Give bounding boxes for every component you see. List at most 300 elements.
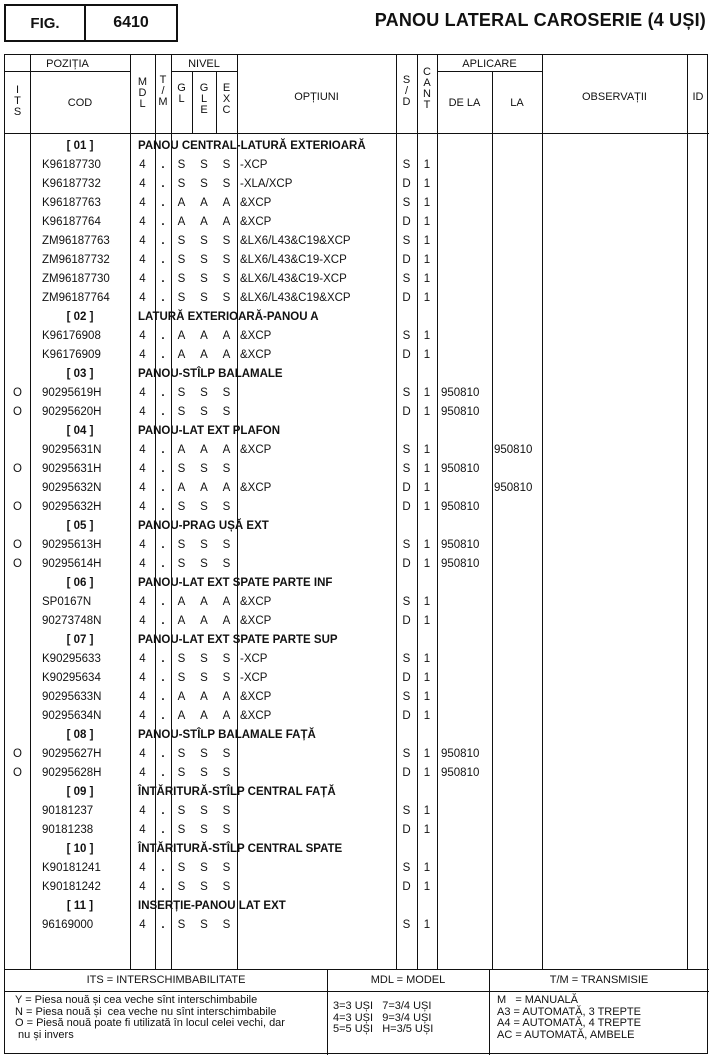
section-number: [ 02 ] xyxy=(66,311,94,323)
level-gle: A xyxy=(200,596,208,608)
applies-from: 950810 xyxy=(441,748,480,760)
tm-value: . xyxy=(161,254,165,266)
side-value: S xyxy=(402,805,411,817)
level-gl: A xyxy=(177,615,186,627)
tm-value: . xyxy=(161,615,165,627)
option-code: -XCP xyxy=(240,159,268,171)
row-rule xyxy=(5,969,709,970)
level-gl: A xyxy=(177,444,186,456)
quantity: 1 xyxy=(423,653,431,665)
its-value: O xyxy=(13,501,22,513)
tm-value: . xyxy=(161,235,165,247)
applies-from xyxy=(441,213,492,232)
option-code: &XCP xyxy=(240,596,272,608)
quantity: 1 xyxy=(423,862,431,874)
its-value: O xyxy=(13,406,22,418)
part-code: ZM96187763 xyxy=(42,235,110,247)
side-value: S xyxy=(402,273,411,285)
part-code: 90295614H xyxy=(42,558,102,570)
header-sd: S / D xyxy=(402,74,411,108)
part-code: 90295613H xyxy=(42,539,102,551)
its-value xyxy=(5,251,30,270)
level-exc: S xyxy=(222,273,231,285)
applies-from xyxy=(441,916,492,935)
fig-number: 6410 xyxy=(113,14,149,31)
level-exc: A xyxy=(222,197,231,209)
header-aplicare: APLICARE xyxy=(462,58,517,70)
level-exc: S xyxy=(222,558,231,570)
legend-mdl-text: 3=3 UȘI 7=3/4 UȘI 4=3 UȘI 9=3/4 UȘI 5=5 UȘI H=3/5 UȘI xyxy=(333,1000,434,1035)
applies-to xyxy=(494,593,542,612)
side-value: S xyxy=(402,159,411,171)
level-gle: S xyxy=(200,748,208,760)
option-code xyxy=(240,536,396,555)
part-code: 90295634N xyxy=(42,710,102,722)
part-code: 90295628H xyxy=(42,767,102,779)
side-value: D xyxy=(402,178,411,190)
tm-value: . xyxy=(161,501,165,513)
tm-value: . xyxy=(161,672,165,684)
option-code: &XCP xyxy=(240,197,272,209)
mdl-value: 4 xyxy=(139,748,146,760)
level-exc: S xyxy=(222,501,231,513)
quantity: 1 xyxy=(423,273,431,285)
header-its: I T S xyxy=(13,84,22,118)
mdl-value: 4 xyxy=(139,178,146,190)
level-gle: S xyxy=(200,919,208,931)
part-code: 90295632N xyxy=(42,482,102,494)
level-gl: S xyxy=(177,558,186,570)
quantity: 1 xyxy=(423,197,431,209)
its-value xyxy=(5,479,30,498)
level-gle: A xyxy=(200,710,208,722)
tm-value: . xyxy=(161,216,165,228)
applies-to xyxy=(494,213,542,232)
level-gl: S xyxy=(177,501,186,513)
level-exc: S xyxy=(222,672,231,684)
option-code: &LX6/L43&C19-XCP xyxy=(240,273,347,285)
option-code xyxy=(240,859,396,878)
applies-to xyxy=(494,498,542,517)
quantity: 1 xyxy=(423,330,431,342)
its-value xyxy=(5,612,30,631)
level-gl: S xyxy=(177,406,186,418)
header-tm: T / M xyxy=(158,74,168,108)
side-value: S xyxy=(402,463,411,475)
applies-to xyxy=(494,270,542,289)
level-exc: S xyxy=(222,653,231,665)
level-gle: A xyxy=(200,349,208,361)
header-optiuni: OPȚIUNI xyxy=(294,91,339,103)
applies-to xyxy=(494,707,542,726)
mdl-value: 4 xyxy=(139,558,146,570)
quantity: 1 xyxy=(423,463,431,475)
quantity: 1 xyxy=(423,596,431,608)
option-code: &XCP xyxy=(240,691,272,703)
side-value: S xyxy=(402,197,411,209)
applies-to xyxy=(494,536,542,555)
column-rule xyxy=(542,55,543,969)
applies-to xyxy=(494,194,542,213)
mdl-value: 4 xyxy=(139,767,146,779)
quantity: 1 xyxy=(423,881,431,893)
legend-its-text: Y = Piesa nouă și cea veche sînt interschimbabile N = Piesa nouă și cea veche nu sînt interschimbabile O = Piesă nouă poate fi utilizată în locul celei vechi, dar nu și invers xyxy=(15,994,285,1041)
part-code: K90181242 xyxy=(42,881,101,893)
level-exc: S xyxy=(222,767,231,779)
side-value: S xyxy=(402,691,411,703)
level-exc: A xyxy=(222,482,231,494)
option-code xyxy=(240,821,396,840)
applies-from: 950810 xyxy=(441,767,480,779)
level-exc: A xyxy=(222,710,231,722)
its-value xyxy=(5,669,30,688)
its-value xyxy=(5,232,30,251)
row-rule xyxy=(171,71,237,72)
mdl-value: 4 xyxy=(139,615,146,627)
part-code: K96187730 xyxy=(42,159,101,171)
header-nivel: NIVEL xyxy=(188,58,220,70)
side-value: D xyxy=(402,292,411,304)
level-gl: S xyxy=(177,235,186,247)
mdl-value: 4 xyxy=(139,235,146,247)
quantity: 1 xyxy=(423,482,431,494)
tm-value: . xyxy=(161,273,165,285)
applies-to xyxy=(494,232,542,251)
option-code xyxy=(240,802,396,821)
quantity: 1 xyxy=(423,558,431,570)
applies-to xyxy=(494,175,542,194)
its-value xyxy=(5,916,30,935)
mdl-value: 4 xyxy=(139,197,146,209)
mdl-value: 4 xyxy=(139,672,146,684)
level-gl: A xyxy=(177,197,186,209)
header-cant: C A N T xyxy=(423,66,431,111)
fig-box xyxy=(4,4,178,42)
quantity: 1 xyxy=(423,406,431,418)
level-gle: S xyxy=(200,653,208,665)
its-value xyxy=(5,289,30,308)
tm-value: . xyxy=(161,653,165,665)
level-exc: S xyxy=(222,254,231,266)
tm-value: . xyxy=(161,862,165,874)
section-title: LATURĂ EXTERIOARĂ-PANOU A xyxy=(138,311,319,323)
mdl-value: 4 xyxy=(139,482,146,494)
section-title: INSERȚIE-PANOU LAT EXT xyxy=(138,900,286,912)
its-value: O xyxy=(13,539,22,551)
side-value: S xyxy=(402,596,411,608)
level-gle: S xyxy=(200,273,208,285)
part-code: 90181237 xyxy=(42,805,94,817)
level-exc: A xyxy=(222,330,231,342)
mdl-value: 4 xyxy=(139,691,146,703)
level-gle: A xyxy=(200,444,208,456)
level-exc: A xyxy=(222,216,231,228)
side-value: D xyxy=(402,881,411,893)
part-code: K96187732 xyxy=(42,178,101,190)
legend-mdl-title: MDL = MODEL xyxy=(370,974,446,986)
option-code xyxy=(240,916,396,935)
legend-tm-text: M = MANUALĂ A3 = AUTOMATĂ, 3 TREPTE A4 = AUTOMATĂ, 4 TREPTE AC = AUTOMATĂ, AMBELE xyxy=(497,994,641,1041)
level-gl: S xyxy=(177,254,186,266)
part-code: ZM96187764 xyxy=(42,292,110,304)
tm-value: . xyxy=(161,710,165,722)
applies-from xyxy=(441,612,492,631)
part-code: 90295631H xyxy=(42,463,102,475)
header-id: ID xyxy=(692,91,704,103)
header-observatii: OBSERVAȚII xyxy=(581,91,647,103)
side-value: D xyxy=(402,349,411,361)
mdl-value: 4 xyxy=(139,710,146,722)
tm-value: . xyxy=(161,159,165,171)
applies-from xyxy=(441,251,492,270)
row-rule xyxy=(5,71,130,72)
quantity: 1 xyxy=(423,539,431,551)
column-rule xyxy=(30,55,31,969)
side-value: D xyxy=(402,406,411,418)
side-value: D xyxy=(402,710,411,722)
option-code xyxy=(240,878,396,897)
column-rule xyxy=(237,55,238,969)
level-gl: A xyxy=(177,691,186,703)
applies-from xyxy=(441,593,492,612)
section-number: [ 11 ] xyxy=(66,900,94,912)
column-rule xyxy=(492,133,493,969)
section-title: PANOU-LAT EXT SPATE PARTE INF xyxy=(138,577,333,589)
mdl-value: 4 xyxy=(139,273,146,285)
mdl-value: 4 xyxy=(139,501,146,513)
applies-from xyxy=(441,821,492,840)
section-title: PANOU-STÎLP BALAMALE xyxy=(138,368,283,380)
applies-to xyxy=(494,745,542,764)
tm-value: . xyxy=(161,292,165,304)
mdl-value: 4 xyxy=(139,216,146,228)
applies-to xyxy=(494,878,542,897)
part-code: K90181241 xyxy=(42,862,101,874)
part-code: 90295619H xyxy=(42,387,102,399)
part-code: ZM96187730 xyxy=(42,273,110,285)
level-exc: S xyxy=(222,159,231,171)
applies-from xyxy=(441,479,492,498)
option-code: &LX6/L43&C19-XCP xyxy=(240,254,347,266)
part-code: 90295620H xyxy=(42,406,102,418)
applies-from: 950810 xyxy=(441,558,480,570)
quantity: 1 xyxy=(423,349,431,361)
level-exc: A xyxy=(222,596,231,608)
part-code: K96176908 xyxy=(42,330,101,342)
tm-value: . xyxy=(161,558,165,570)
header-de-la: DE LA xyxy=(448,97,481,109)
applies-to xyxy=(494,327,542,346)
header-exc: E X C xyxy=(222,82,231,116)
quantity: 1 xyxy=(423,919,431,931)
level-gle: A xyxy=(200,482,208,494)
fig-label: FIG. xyxy=(6,6,86,40)
option-code xyxy=(240,745,396,764)
its-value xyxy=(5,802,30,821)
level-exc: S xyxy=(222,824,231,836)
applies-from: 950810 xyxy=(441,387,480,399)
tm-value: . xyxy=(161,406,165,418)
level-gl: S xyxy=(177,292,186,304)
tm-value: . xyxy=(161,197,165,209)
part-code: 96169000 xyxy=(42,919,94,931)
its-value xyxy=(5,441,30,460)
side-value: D xyxy=(402,482,411,494)
side-value: S xyxy=(402,919,411,931)
page-title: PANOU LATERAL CAROSERIE (4 UȘI) xyxy=(374,10,706,30)
tm-value: . xyxy=(161,919,165,931)
side-value: S xyxy=(402,748,411,760)
tm-value: . xyxy=(161,539,165,551)
side-value: S xyxy=(402,444,411,456)
option-code: &XCP xyxy=(240,615,272,627)
quantity: 1 xyxy=(423,235,431,247)
mdl-value: 4 xyxy=(139,254,146,266)
option-code xyxy=(240,764,396,783)
tm-value: . xyxy=(161,387,165,399)
quantity: 1 xyxy=(423,444,431,456)
quantity: 1 xyxy=(423,254,431,266)
applies-to xyxy=(494,460,542,479)
option-code: &XCP xyxy=(240,444,272,456)
level-exc: S xyxy=(222,178,231,190)
legend-its-title: ITS = INTERSCHIMBABILITATE xyxy=(86,974,246,986)
mdl-value: 4 xyxy=(139,653,146,665)
part-code: ZM96187732 xyxy=(42,254,110,266)
side-value: S xyxy=(402,387,411,399)
tm-value: . xyxy=(161,463,165,475)
applies-to xyxy=(494,688,542,707)
applies-from xyxy=(441,346,492,365)
level-gl: S xyxy=(177,862,186,874)
applies-from xyxy=(441,194,492,213)
level-gle: S xyxy=(200,178,208,190)
tm-value: . xyxy=(161,596,165,608)
level-exc: S xyxy=(222,387,231,399)
level-gl: S xyxy=(177,653,186,665)
level-gle: A xyxy=(200,330,208,342)
its-value xyxy=(5,593,30,612)
level-gl: A xyxy=(177,482,186,494)
tm-value: . xyxy=(161,881,165,893)
level-gle: S xyxy=(200,824,208,836)
level-exc: S xyxy=(222,292,231,304)
mdl-value: 4 xyxy=(139,919,146,931)
its-value: O xyxy=(13,463,22,475)
level-gle: S xyxy=(200,463,208,475)
level-exc: S xyxy=(222,919,231,931)
level-exc: A xyxy=(222,444,231,456)
level-gl: S xyxy=(177,273,186,285)
option-code: &XCP xyxy=(240,330,272,342)
applies-from xyxy=(441,175,492,194)
tm-value: . xyxy=(161,691,165,703)
level-gle: S xyxy=(200,558,208,570)
level-exc: S xyxy=(222,235,231,247)
header-la: LA xyxy=(510,97,524,109)
section-number: [ 04 ] xyxy=(66,425,94,437)
side-value: D xyxy=(402,558,411,570)
part-code: 90295632H xyxy=(42,501,102,513)
mdl-value: 4 xyxy=(139,881,146,893)
applies-from xyxy=(441,707,492,726)
quantity: 1 xyxy=(423,216,431,228)
quantity: 1 xyxy=(423,178,431,190)
section-title: PANOU-LAT EXT SPATE PARTE SUP xyxy=(138,634,338,646)
mdl-value: 4 xyxy=(139,596,146,608)
applies-from xyxy=(441,441,492,460)
part-code: K96187763 xyxy=(42,197,101,209)
applies-from xyxy=(441,878,492,897)
its-value xyxy=(5,327,30,346)
option-code xyxy=(240,555,396,574)
applies-from xyxy=(441,289,492,308)
mdl-value: 4 xyxy=(139,539,146,551)
tm-value: . xyxy=(161,482,165,494)
level-gl: A xyxy=(177,596,186,608)
option-code: &XCP xyxy=(240,349,272,361)
level-gle: S xyxy=(200,672,208,684)
level-gl: S xyxy=(177,805,186,817)
side-value: D xyxy=(402,767,411,779)
level-gle: A xyxy=(200,197,208,209)
level-gl: S xyxy=(177,767,186,779)
level-gl: S xyxy=(177,387,186,399)
quantity: 1 xyxy=(423,672,431,684)
mdl-value: 4 xyxy=(139,330,146,342)
option-code xyxy=(240,384,396,403)
level-gle: S xyxy=(200,881,208,893)
applies-to xyxy=(494,650,542,669)
applies-to xyxy=(494,859,542,878)
applies-from: 950810 xyxy=(441,463,480,475)
part-code: 90295631N xyxy=(42,444,102,456)
section-number: [ 01 ] xyxy=(66,140,94,152)
quantity: 1 xyxy=(423,691,431,703)
option-code: &XCP xyxy=(240,216,272,228)
tm-value: . xyxy=(161,444,165,456)
tm-value: . xyxy=(161,767,165,779)
mdl-value: 4 xyxy=(139,387,146,399)
tm-value: . xyxy=(161,178,165,190)
part-code: 90273748N xyxy=(42,615,102,627)
quantity: 1 xyxy=(423,824,431,836)
part-code: 90181238 xyxy=(42,824,94,836)
option-code xyxy=(240,403,396,422)
option-code: -XCP xyxy=(240,653,268,665)
option-code: -XLA/XCP xyxy=(240,178,293,190)
side-value: S xyxy=(402,235,411,247)
level-exc: A xyxy=(222,691,231,703)
option-code xyxy=(240,460,396,479)
level-gl: A xyxy=(177,710,186,722)
quantity: 1 xyxy=(423,748,431,760)
header-cod: COD xyxy=(67,97,93,109)
applies-from xyxy=(441,156,492,175)
header-mdl: M D L xyxy=(137,76,148,110)
level-gle: S xyxy=(200,292,208,304)
side-value: S xyxy=(402,862,411,874)
quantity: 1 xyxy=(423,501,431,513)
level-gl: S xyxy=(177,178,186,190)
level-gle: A xyxy=(200,615,208,627)
tm-value: . xyxy=(161,805,165,817)
quantity: 1 xyxy=(423,387,431,399)
quantity: 1 xyxy=(423,767,431,779)
part-code: K90295633 xyxy=(42,653,101,665)
option-code: -XCP xyxy=(240,672,268,684)
header-gle: G L E xyxy=(199,82,209,116)
